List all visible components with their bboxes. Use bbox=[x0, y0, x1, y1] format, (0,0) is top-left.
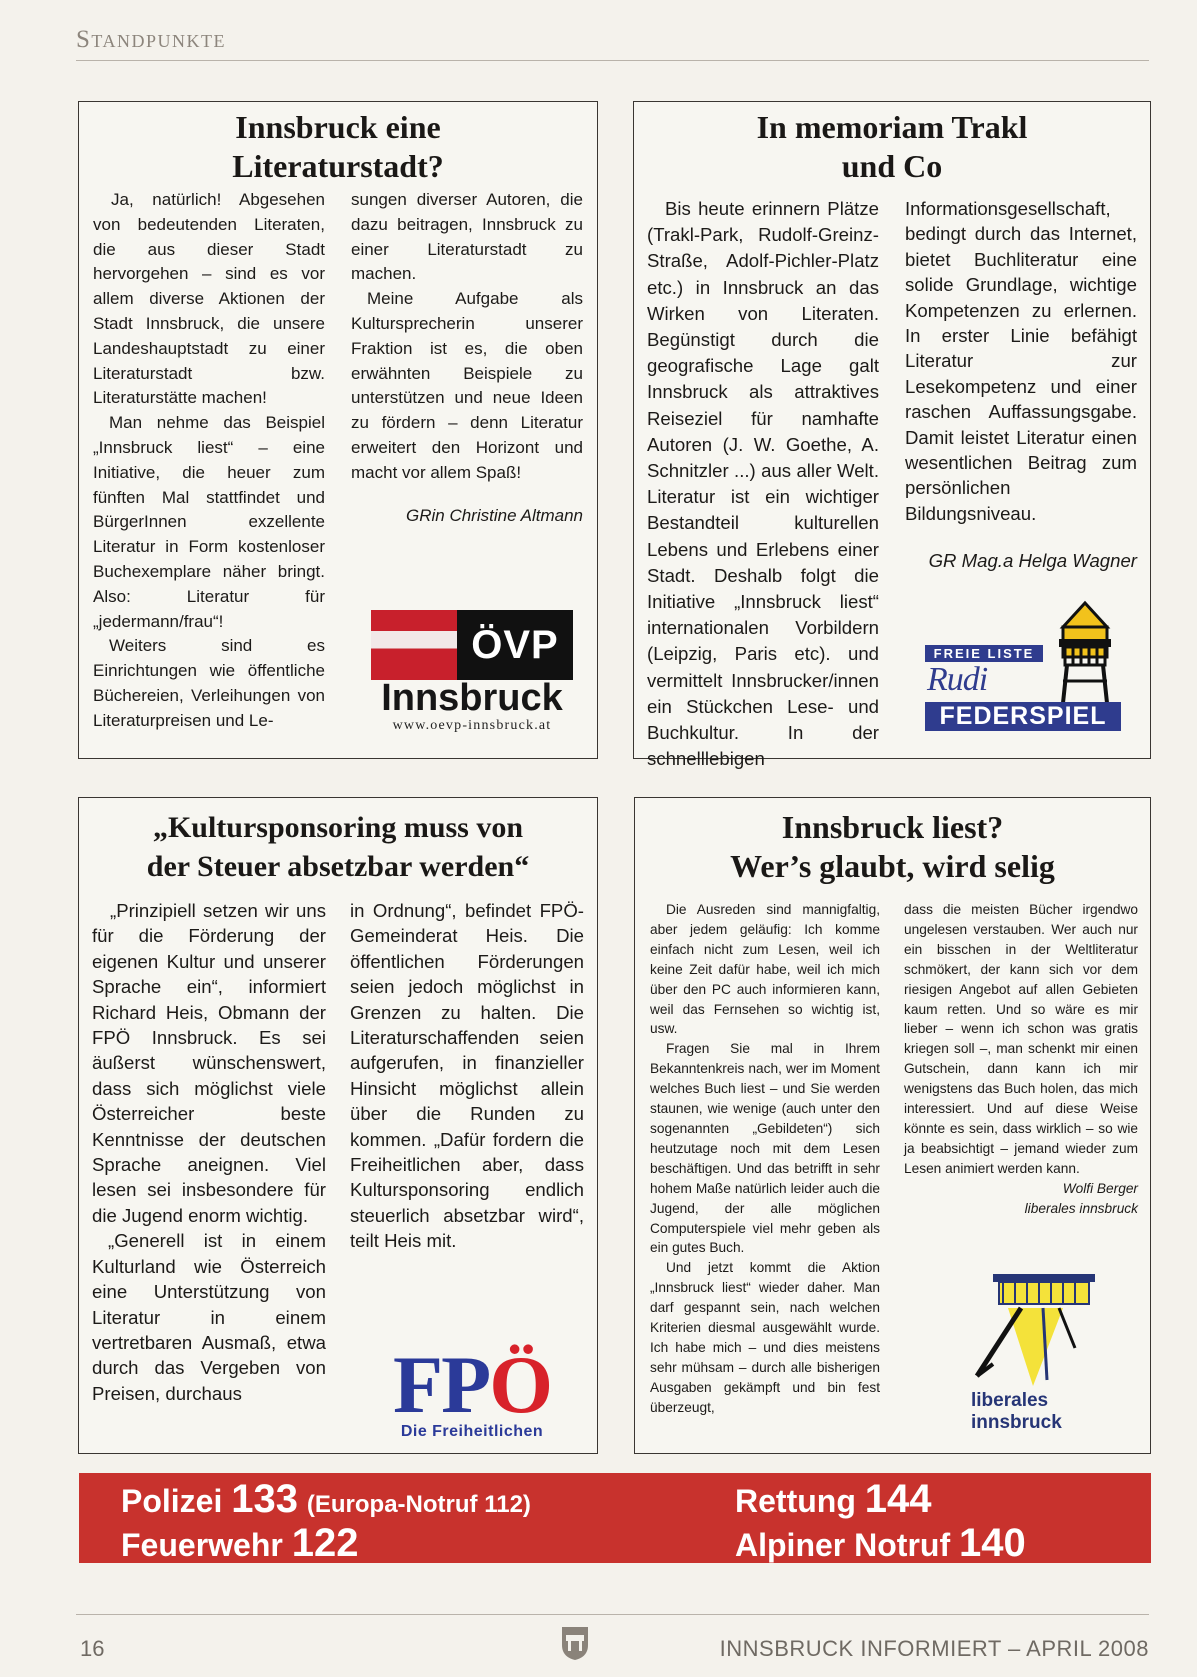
fire-label: Feuerwehr bbox=[121, 1527, 283, 1563]
rescue-number: 144 bbox=[864, 1477, 932, 1521]
signature: Wolfi Berger bbox=[1062, 1180, 1138, 1196]
liberales-logo-line2: innsbruck bbox=[971, 1412, 1062, 1433]
article-title bbox=[635, 808, 1150, 886]
oevp-logo-url: www.oevp-innsbruck.at bbox=[392, 718, 552, 733]
tower-icon bbox=[1045, 599, 1125, 703]
left-column bbox=[92, 898, 326, 1406]
paragraph: Die Ausreden sind mannigfaltig, aber jedem geläufig: Ich komme einfach nicht zum Lesen, weil ich keine Zeit dafür habe, weil ich mich über den PC auch informieren kann, weil das Fernsehen so wichtig ist, usw. bbox=[650, 902, 880, 1037]
paragraph: Weiters sind es Einrichtungen wie öffentliche Büchereien, Verleihungen von Literaturpreisen und Le- bbox=[93, 636, 325, 730]
article-title bbox=[79, 108, 597, 186]
right-column bbox=[350, 898, 584, 1406]
title-line-2: der Steuer absetzbar werden“ bbox=[146, 850, 530, 883]
freie-liste-script: Rudi bbox=[927, 661, 988, 698]
title-line-1: In memoriam Trakl bbox=[756, 109, 1028, 145]
paragraph: Man nehme das Beispiel „Innsbruck liest“ – eine Initiative, die heuer zum fünften Mal stattfindet und BürgerInnen exzellente Literatur in Form kostenloser Buchexemplare näher bringt. Also: Literatur für „jedermann/frau“! bbox=[93, 413, 325, 631]
flag-icon bbox=[371, 610, 457, 680]
freie-liste-name: FEDERSPIEL bbox=[925, 702, 1121, 731]
paragraph: „Prinzipiell setzen wir uns für die Förderung der eigenen Kultur und unserer Sprache ein“, informiert Richard Heis, Obmann der FPÖ Innsbruck. Es sei äußerst wünschenswert, dass sich möglichst viele Österreicher beste Kenntnisse der deutschen Sprache aneignen. Viel lesen sei insbesondere für die Jugend enorm wichtig. bbox=[92, 900, 326, 1226]
rescue-label: Rettung bbox=[735, 1483, 856, 1519]
article-liberales bbox=[634, 797, 1151, 1454]
title-line-1: „Kultursponsoring muss von bbox=[152, 811, 524, 844]
paragraph: dass die meisten Bücher irgendwo ungelesen verstauben. Wer auch nur ein bisschen in der Weltliteratur schmökert, der kann sich vor dem riesigen Angebot auf allen Gebieten kaum retten. Und so wäre es mir lieber – wenn ich schon was gratis kriegen soll –, man schenkt mir einen Gutschein, dann kann ich mir wenigstens das Buch holen, das mich interessiert. Und auf diese Weise könnte es sein, dass wirklich – so wie ja beabsichtigt – jemand wieder zum Lesen animiert werden kann. bbox=[904, 902, 1138, 1176]
fpo-logo-sub: Die Freiheitlichen bbox=[400, 1423, 544, 1440]
alpine-label: Alpiner Notruf bbox=[735, 1527, 951, 1563]
left-column bbox=[650, 900, 880, 1418]
paragraph: Fragen Sie mal in Ihrem Bekanntenkreis nach, wer im Moment welches Buch liest – und Sie werden staunen, wie wenige (auch unter den sogenannten „Gebildeten“) sich heutzutage noch mit dem Lesen beschäftigen. Und das betrifft in sehr hohem Maße natürlich leider auch die Jugend, der alle möglichen Computerspiele viel mehr geben als ein gutes Buch. bbox=[650, 1041, 880, 1256]
paragraph: Meine Aufgabe als Kultursprecherin unserer Fraktion ist es, die oben erwähnten Beispiele zu unterstützen und neue Ideen zu fördern – denn Literatur erweitert den Horizont und macht vor allem Spaß! bbox=[351, 289, 583, 482]
bottom-divider bbox=[76, 1614, 1149, 1615]
title-line-1: Innsbruck liest? bbox=[781, 809, 1004, 845]
liberales-logo-text bbox=[971, 1390, 1062, 1434]
article-title bbox=[79, 808, 597, 886]
publication-title: INNSBRUCK INFORMIERT – APRIL 2008 bbox=[719, 1636, 1149, 1661]
liberales-logo bbox=[963, 1268, 1103, 1436]
paragraph: Bis heute erinnern Plätze (Trakl-Park, Rudolf-Greinz-Straße, Adolf-Pichler-Platz etc.) in Innsbruck an das Wirken von Literaten. Begünstigt durch die geografische Lage galt Innsbruck als attraktives Reiseziel für namhafte Autoren (J. W. Goethe, A. Schnitzler ...) aus aller Welt. Literatur ist ein wichtiger Bestandteil kulturellen Lebens und Erlebens einer Stadt. Deshalb folgt die Initiative „Innsbruck liest“ internationalen Vorbildern (Leipzig, Paris etc). und vermittelt Innsbrucker/innen ein Stückchen Lese- und Buchkultur. In der schnelllebigen bbox=[647, 198, 879, 770]
signature: GRin Christine Altmann bbox=[406, 505, 583, 525]
fire-number: 122 bbox=[291, 1521, 359, 1565]
page-number: 16 bbox=[80, 1636, 105, 1661]
paragraph: in Ordnung“, befindet FPÖ-Gemeinderat Heis. Die öffentlichen Förderungen seien jedoch möglichst in Grenzen zu halten. Die Literaturschaffenden seien aufgerufen, in finanzieller Hinsicht möglichst allein über die Runden zu kommen. „Dafür fordern die Freiheitlichen aber, dass Kultursponsoring endlich steuerlich absetzbar wird“, teilt Heis mit. bbox=[350, 900, 584, 1252]
top-divider bbox=[76, 60, 1149, 61]
fpo-logo-word: FP bbox=[393, 1339, 490, 1430]
liberales-logo-line1: liberales bbox=[971, 1390, 1049, 1411]
paragraph: Informationsgesellschaft, bedingt durch das Internet, bietet Buchliteratur eine solide Grundlage, wichtige Kompetenzen zu erlernen. In erster Linie befähigt Literatur zur Lesekompetenz und einer raschen Auffassungsgabe. Damit leistet Literatur einen wesentlichen Beitrag zum persönlichen Bildungsniveau. bbox=[905, 198, 1137, 524]
oevp-logo bbox=[371, 610, 573, 734]
police-note: (Europa-Notruf 112) bbox=[306, 1491, 531, 1518]
paragraph: „Generell ist in einem Kulturland wie Österreich eine Unterstützung von Literatur in einem vertretbaren Ausmaß, etwa durch das Vergeben von Preisen, durchaus bbox=[92, 1230, 326, 1404]
article-oevp bbox=[78, 101, 598, 759]
paragraph: Ja, natürlich! Abgesehen von bedeutenden Literaten, die aus dieser Stadt hervorgehen – sind es vor allem diverse Aktionen der Stadt Innsbruck, die unsere Landeshauptstadt zu einer Literaturstadt bzw. Literaturstätte machen! bbox=[93, 190, 325, 408]
title-line-2: Literaturstadt? bbox=[232, 148, 444, 184]
article-fpo bbox=[78, 797, 598, 1454]
signature: GR Mag.a Helga Wagner bbox=[928, 550, 1137, 572]
fpo-logo bbox=[377, 1339, 567, 1441]
freie-liste-label: FREIE LISTE bbox=[925, 645, 1043, 662]
emergency-banner bbox=[79, 1473, 1151, 1563]
section-title: Standpunkte bbox=[76, 26, 226, 53]
article-title bbox=[634, 108, 1150, 186]
article-freie-liste bbox=[633, 101, 1151, 770]
police-label: Polizei bbox=[121, 1483, 223, 1519]
tower-icon bbox=[963, 1268, 1103, 1386]
emergency-police bbox=[121, 1479, 531, 1525]
emergency-rescue bbox=[735, 1479, 932, 1521]
emergency-fire bbox=[121, 1523, 358, 1565]
alpine-number: 140 bbox=[958, 1521, 1026, 1565]
paragraph: Und jetzt kommt die Aktion „Innsbruck liest“ wieder daher. Man darf gespannt sein, nach welchen Kriterien diesmal ausgewählt wurde. Ich habe mich – und dies meistens sehr mühsam – durch alle bisherigen Ausgaben gekämpft und bin fest überzeugt, bbox=[650, 1260, 880, 1415]
police-number: 133 bbox=[231, 1477, 298, 1521]
city-crest-icon bbox=[560, 1625, 590, 1661]
signature-org: liberales innsbruck bbox=[1024, 1200, 1138, 1216]
title-line-1: Innsbruck eine bbox=[235, 109, 441, 145]
fpo-logo-o: Ö bbox=[489, 1339, 551, 1430]
paragraph: sungen diverser Autoren, die dazu beitragen, Innsbruck zu einer Literaturstadt zu machen. bbox=[351, 190, 583, 284]
title-line-2: und Co bbox=[841, 148, 943, 184]
oevp-logo-city: Innsbruck bbox=[381, 677, 563, 719]
title-line-2: Wer’s glaubt, wird selig bbox=[730, 848, 1055, 884]
freie-liste-logo bbox=[925, 599, 1125, 739]
oevp-logo-word: ÖVP bbox=[457, 610, 573, 680]
left-column bbox=[647, 196, 879, 772]
emergency-alpine bbox=[735, 1523, 1026, 1565]
left-column bbox=[93, 188, 325, 734]
